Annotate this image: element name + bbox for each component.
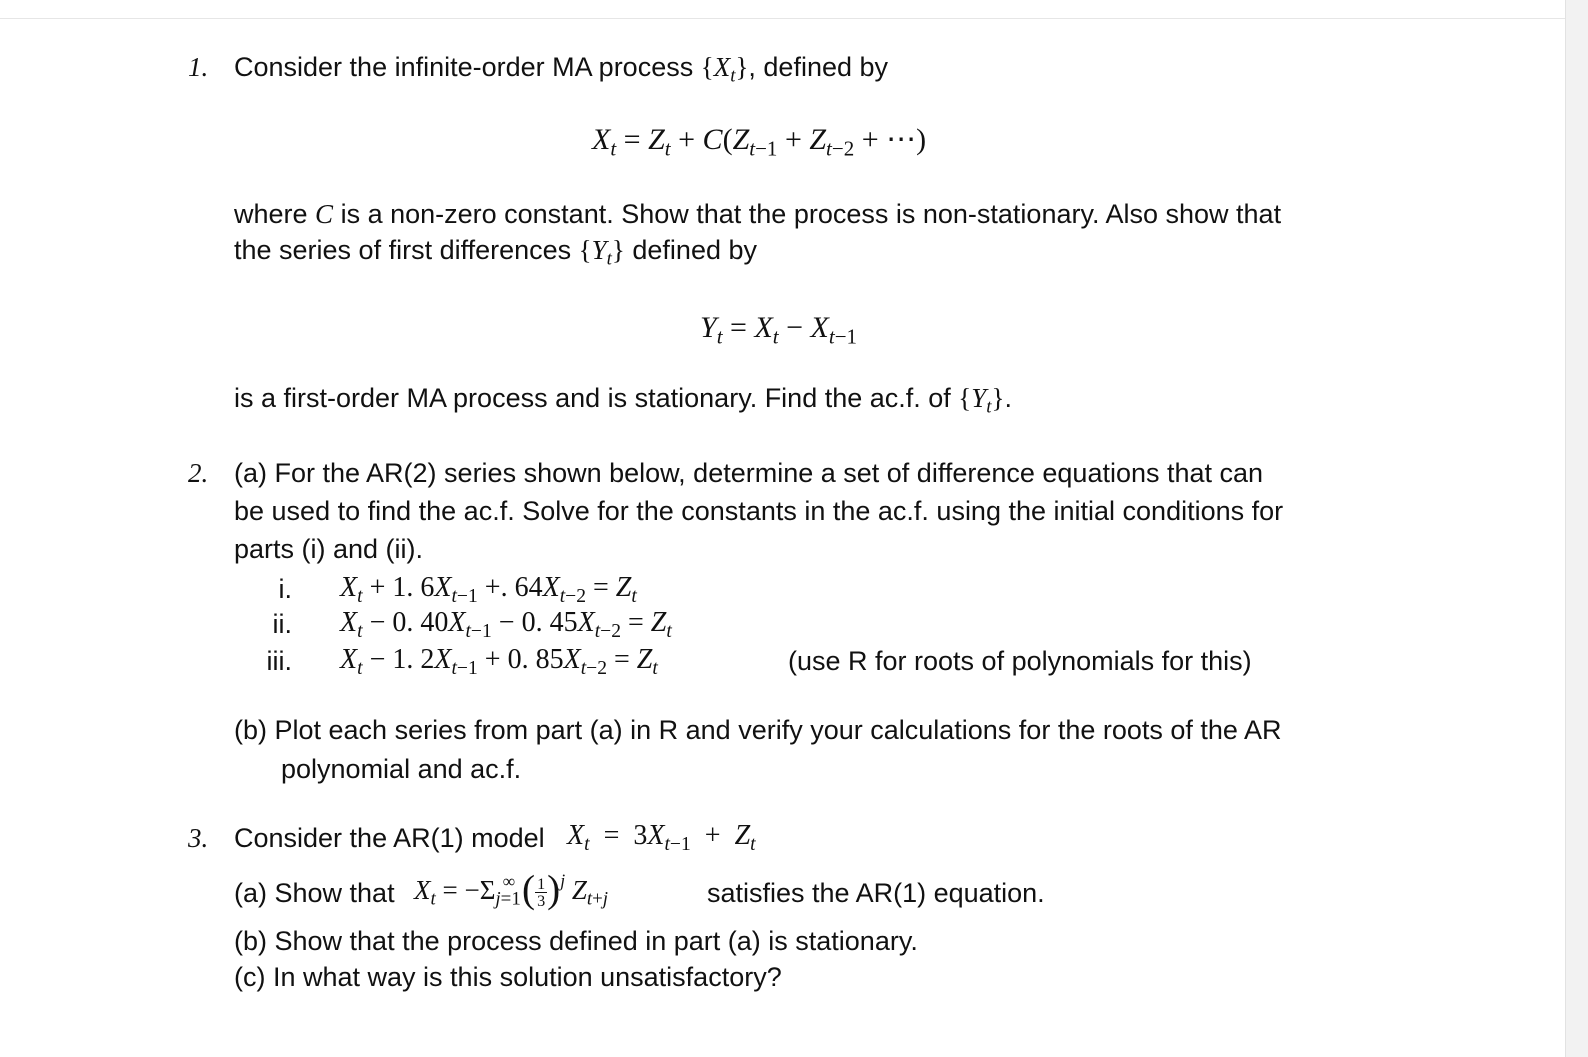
q2-item-equation: $X_t - 0$. $40X_{t-1} - 0$. $45X_{t-2} = Z_t$ (340, 607, 672, 642)
vertical-scrollbar[interactable] (1565, 0, 1588, 1057)
q1-text-line1: where C is a non-zero constant. Show that the process is non-stationary. Also show that (234, 199, 1282, 229)
q2-item-equation: $X_t + 1$. $6X_{t-1}$ +. $64X_{t-2} = Z_t$ (340, 572, 637, 607)
q2-part-b-line1: (b) Plot each series from part (a) in R and verify your calculations for the roots of the AR (234, 715, 1282, 745)
q3-part-a-prefix: (a) Show that (234, 878, 395, 908)
q2-part-a-line2: be used to find the ac.f. Solve for the constants in the ac.f. using the initial conditions for (234, 496, 1284, 526)
q1-intro: Consider the infinite-order MA process $\{X_t\}$, defined by (234, 52, 889, 87)
q2-part-a-line3: parts (i) and (ii). (234, 534, 424, 564)
q2-item-label: ii. (272, 609, 292, 639)
q2-item-note: (use R for roots of polynomials for this) (788, 646, 1252, 676)
q3-part-a-expression: $X_t = -\Sigma_{j=1}^\infty$ ( $\frac{1}{3}$ )$^j$ $Z_{t+j}$ (414, 868, 609, 912)
q2-item-label: i. (278, 574, 292, 604)
q1-text3: is a first-order MA process and is stationary. Find the ac.f. of $\{Y_t\}$. (234, 383, 1013, 418)
q3-number: 3. (188, 823, 209, 853)
q3-model: $X_t = 3X_{t-1} + Z_t$ (567, 820, 756, 855)
q3-part-c: (c) In what way is this solution unsatisfactory? (234, 962, 782, 992)
q3-intro: Consider the AR(1) model (234, 823, 545, 853)
q3-part-b: (b) Show that the process defined in part (a) is stationary. (234, 926, 918, 956)
q2-part-b-line2: polynomial and ac.f. (281, 754, 522, 784)
q1-number: 1. (188, 52, 209, 82)
q1-equation: $X_t = Z_t + C(Z_{t-1} + Z_{t-2}$ + ⋯) (592, 123, 927, 161)
q1-text-line2: the series of first differences $\{Y_t\}$ defined by (234, 235, 757, 270)
q2-number: 2. (188, 458, 209, 488)
q3-part-a-suffix: satisfies the AR(1) equation. (707, 878, 1045, 908)
q2-item-label: iii. (266, 646, 292, 676)
q2-item-equation: $X_t - 1$. $2X_{t-1} + 0$. $85X_{t-2} = Z_t$ (340, 644, 658, 679)
q1-equation2: $Y_t = X_t - X_{t-1}$ (700, 311, 858, 349)
q2-part-a-line1: (a) For the AR(2) series shown below, determine a set of difference equations that can (234, 458, 1264, 488)
